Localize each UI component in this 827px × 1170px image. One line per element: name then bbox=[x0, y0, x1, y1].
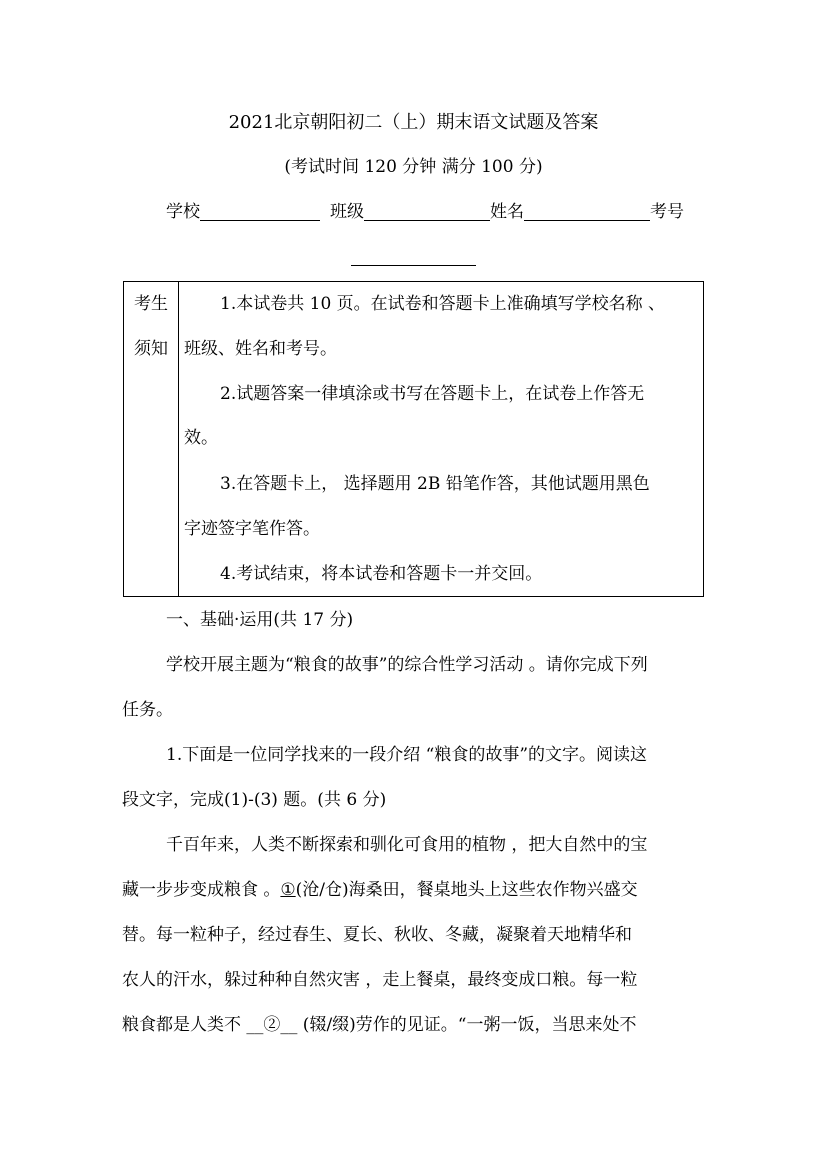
name-label: 姓名 bbox=[490, 202, 524, 222]
class-blank[interactable] bbox=[364, 203, 490, 221]
exam-subtitle: (考试时间 120 分钟 满分 100 分) bbox=[284, 157, 543, 177]
fill-blank-2[interactable]: __②__ bbox=[246, 1015, 298, 1035]
notice-head-line1: 考生 bbox=[134, 294, 168, 314]
student-info-row bbox=[166, 203, 698, 221]
question-line: 1.下面是一位同学找来的一段介绍 “粮食的故事”的文字。阅读这 bbox=[166, 745, 648, 765]
name-blank[interactable] bbox=[524, 203, 650, 221]
notice-line: 2.试题答案一律填涂或书写在答题卡上，在试卷上作答无 bbox=[220, 384, 645, 404]
notice-line: 效。 bbox=[184, 428, 218, 448]
id-label: 考号 bbox=[650, 202, 684, 222]
notice-head-line2: 须知 bbox=[134, 339, 168, 359]
text-line bbox=[122, 882, 638, 899]
text-segment: (沧/仓)海桑田，餐桌地头上这些农作物兴盛交 bbox=[295, 880, 638, 900]
text-segment: 藏一步步变成粮食 。 bbox=[122, 880, 281, 900]
text-segment: 粮食都是人类不 bbox=[122, 1015, 247, 1035]
school-label: 学校 bbox=[166, 202, 200, 222]
notice-divider bbox=[178, 282, 179, 596]
page-title: 2021北京朝阳初二（上）期末语文试题及答案 bbox=[228, 112, 599, 133]
text-segment: (辍/缀)劳作的见证。“一粥一饭，当思来处不 bbox=[297, 1015, 637, 1035]
paragraph-line: 学校开展主题为“粮食的故事”的综合性学习活动 。请你完成下列 bbox=[166, 655, 648, 675]
section-heading: 一、基础·运用(共 17 分) bbox=[166, 610, 354, 630]
notice-line: 1.本试卷共 10 页。在试卷和答题卡上准确填写学校名称 、 bbox=[220, 294, 666, 314]
notice-line: 班级、姓名和考号。 bbox=[184, 339, 337, 359]
text-line bbox=[122, 1017, 637, 1034]
notice-table bbox=[123, 281, 704, 597]
notice-line: 字迹签字笔作答。 bbox=[184, 519, 320, 539]
id-blank[interactable] bbox=[351, 249, 476, 266]
question-line: 段文字，完成(1)-(3) 题。(共 6 分) bbox=[122, 790, 387, 810]
notice-line: 3.在答题卡上， 选择题用 2B 铅笔作答，其他试题用黑色 bbox=[220, 474, 650, 494]
class-label: 班级 bbox=[330, 202, 364, 222]
paragraph-line: 任务。 bbox=[122, 700, 173, 720]
text-line: 替。每一粒种子，经过春生、夏长、秋收、冬藏，凝聚着天地精华和 bbox=[122, 925, 632, 945]
text-line: 千百年来，人类不断探索和驯化可食用的植物 ，把大自然中的宝 bbox=[166, 835, 648, 855]
school-blank[interactable] bbox=[200, 203, 320, 221]
circled-marker-1: ① bbox=[280, 880, 296, 900]
text-line: 农人的汗水，躲过种种自然灾害 ，走上餐桌，最终变成口粮。每一粒 bbox=[122, 970, 638, 990]
notice-line: 4.考试结束，将本试卷和答题卡一并交回。 bbox=[220, 564, 543, 584]
